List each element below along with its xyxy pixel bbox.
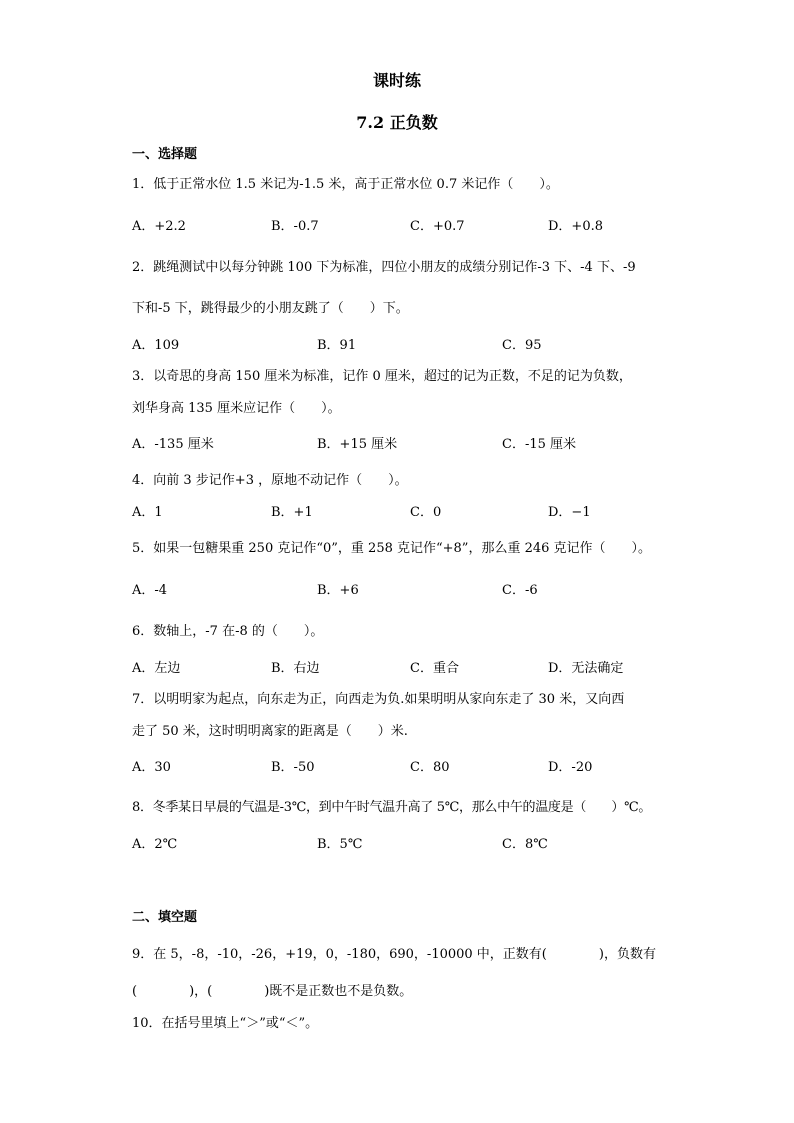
question-8-option-a: A．2℃ (132, 837, 178, 852)
question-6-option-b: B．右边 (271, 661, 320, 676)
question-7-option-b: B．-50 (271, 760, 315, 775)
question-2-option-a: A．109 (132, 338, 180, 353)
question-2-option-c: C．95 (502, 338, 542, 353)
question-9-text-line2: ( )，( )既不是正数也不是负数。 (132, 984, 413, 999)
question-3-option-b: B．+15 厘米 (317, 437, 398, 452)
page-title: 课时练 (372, 71, 421, 90)
question-6-text: 6．数轴上，-7 在-8 的（ ）。 (132, 624, 324, 639)
question-1-option-b: B．-0.7 (271, 219, 319, 234)
question-5-text: 5．如果一包糖果重 250 克记作“0”，重 258 克记作“+8”，那么重 246 克记作（ ）。 (132, 541, 652, 556)
question-7-option-c: C．80 (410, 760, 450, 775)
question-4-text: 4．向前 3 步记作+3 ，原地不动记作（ ）。 (132, 473, 408, 488)
question-1-option-a: A．+2.2 (132, 219, 186, 234)
question-2-text-line1: 2．跳绳测试中以每分钟跳 100 下为标准，四位小朋友的成绩分别记作-3 下、-4 下、-9 (132, 260, 636, 275)
question-3-text-line1: 3．以奇思的身高 150 厘米为标准，记作 0 厘米，超过的记为正数，不足的记为负数， (132, 369, 632, 384)
question-5-option-a: A．-4 (132, 583, 168, 598)
question-3-text-line2: 刘华身高 135 厘米应记作（ ）。 (132, 401, 341, 416)
question-7-text-line1: 7．以明明家为起点，向东走为正，向西走为负.如果明明从家向东走了 30 米，又向西 (132, 692, 625, 707)
question-4-option-a: A．1 (132, 505, 163, 520)
question-5-option-c: C．-6 (502, 583, 538, 598)
question-6-option-a: A．左边 (132, 661, 181, 676)
question-4-option-c: C．0 (410, 505, 442, 520)
question-3-option-c: C．-15 厘米 (502, 437, 577, 452)
question-3-option-a: A．-135 厘米 (132, 437, 214, 452)
section-heading-fill: 二、填空题 (132, 910, 198, 925)
question-1-option-c: C．+0.7 (410, 219, 465, 234)
page-subtitle: 7.2 正负数 (356, 113, 438, 132)
question-1-option-d: D．+0.8 (548, 219, 603, 234)
question-5-option-b: B．+6 (317, 583, 359, 598)
question-8-text: 8．冬季某日早晨的气温是-3℃，到中午时气温升高了 5℃，那么中午的温度是（ ）℃。 (132, 800, 652, 815)
question-4-option-d: D．−1 (548, 505, 591, 520)
question-6-option-d: D．无法确定 (548, 661, 624, 676)
question-1-text: 1．低于正常水位 1.5 米记为-1.5 米，高于正常水位 0.7 米记作（ ）。 (132, 177, 559, 192)
question-4-option-b: B．+1 (271, 505, 313, 520)
question-2-option-b: B．91 (317, 338, 357, 353)
question-10-text: 10．在括号里填上“＞”或“＜”。 (132, 1016, 319, 1031)
question-7-text-line2: 走了 50 米，这时明明离家的距离是（ ）米. (132, 724, 408, 739)
question-9-text-line1: 9．在 5，-8，-10，-26，+19，0，-180，690，-10000 中，正数有( )，负数有 (132, 947, 656, 962)
question-2-text-line2: 下和-5 下，跳得最少的小朋友跳了（ ）下。 (132, 301, 409, 316)
section-heading-choice: 一、选择题 (132, 147, 198, 162)
question-8-option-b: B．5℃ (317, 837, 363, 852)
question-7-option-a: A．30 (132, 760, 171, 775)
question-8-option-c: C．8℃ (502, 837, 548, 852)
question-6-option-c: C．重合 (410, 661, 459, 676)
question-7-option-d: D．-20 (548, 760, 593, 775)
